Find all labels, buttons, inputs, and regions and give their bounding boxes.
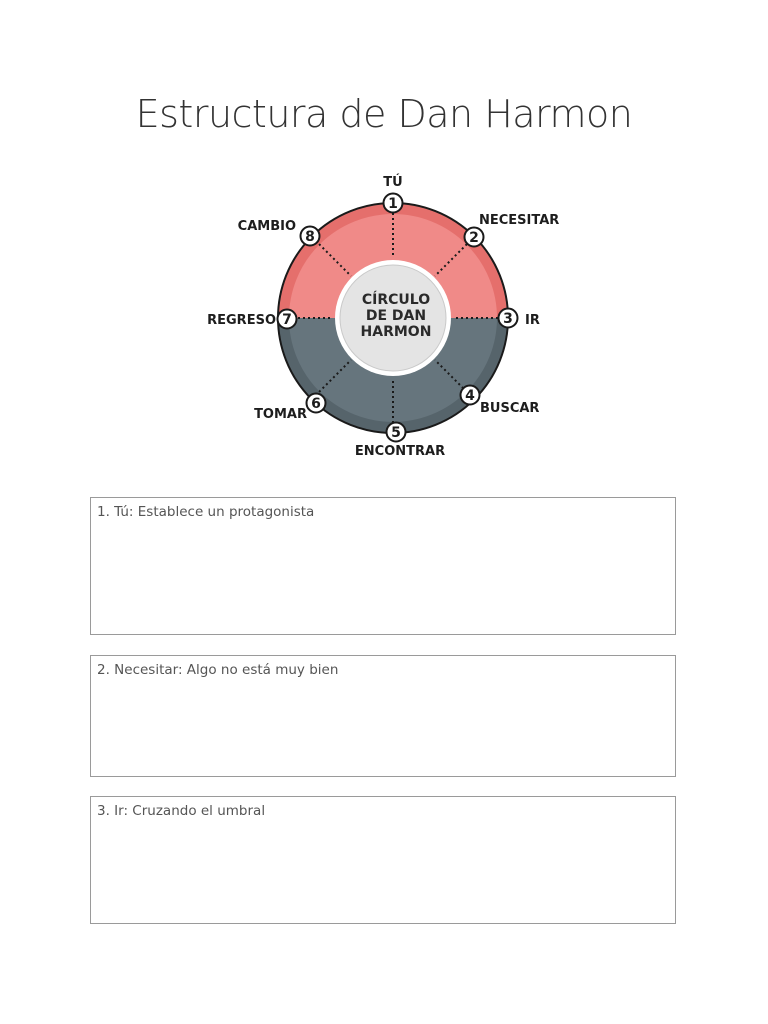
answer-box-1-label: 1. Tú: Establece un protagonista xyxy=(97,504,315,520)
node-8 xyxy=(301,227,320,246)
node-1 xyxy=(384,194,403,213)
stage-label-ir: IR xyxy=(525,313,540,328)
center-label-line-1: CÍRCULO xyxy=(361,292,431,308)
answer-box-3[interactable] xyxy=(90,796,676,924)
stage-label-tomar: TOMAR xyxy=(254,407,307,422)
answer-box-2-label: 2. Necesitar: Algo no está muy bien xyxy=(97,662,339,678)
dan-harmon-circle-diagram xyxy=(200,162,570,462)
center-label-line-3: HARMON xyxy=(360,324,432,340)
svg-text:8: 8 xyxy=(305,229,315,245)
svg-text:5: 5 xyxy=(391,425,401,441)
svg-text:6: 6 xyxy=(311,396,321,412)
node-4 xyxy=(461,386,480,405)
node-3 xyxy=(499,309,518,328)
page-title: Estructura de Dan Harmon xyxy=(135,92,633,136)
stage-label-regreso: REGRESO xyxy=(207,313,276,328)
stage-label-buscar: BUSCAR xyxy=(480,401,540,416)
svg-text:1: 1 xyxy=(388,196,398,212)
answer-box-1[interactable] xyxy=(90,497,676,635)
answer-box-2[interactable] xyxy=(90,655,676,777)
node-7 xyxy=(278,310,297,329)
svg-text:3: 3 xyxy=(503,311,513,327)
node-6 xyxy=(307,394,326,413)
circle-svg xyxy=(200,162,570,462)
center-label-line-2: DE DAN xyxy=(365,308,427,324)
stage-label-cambio: CAMBIO xyxy=(237,219,296,234)
svg-text:2: 2 xyxy=(469,230,479,246)
node-2 xyxy=(465,228,484,247)
stage-label-necesitar: NECESITAR xyxy=(479,213,560,228)
stage-label-encontrar: ENCONTRAR xyxy=(354,444,446,459)
svg-text:7: 7 xyxy=(282,312,292,328)
answer-box-3-label: 3. Ir: Cruzando el umbral xyxy=(97,803,266,819)
node-5 xyxy=(387,423,406,442)
svg-text:4: 4 xyxy=(465,388,475,404)
stage-label-tu: TÚ xyxy=(383,175,403,190)
